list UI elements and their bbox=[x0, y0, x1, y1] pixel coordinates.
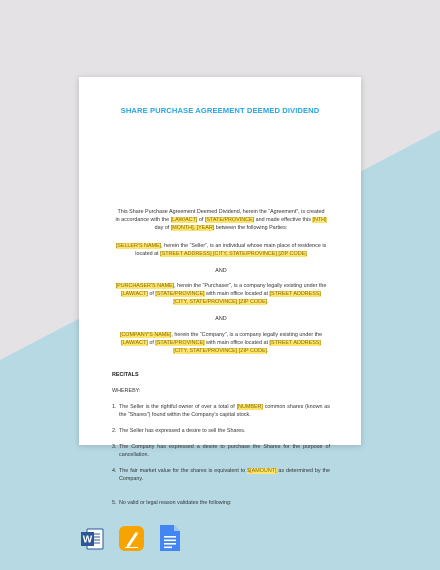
recital-item: 1. The Seller is the rightful owner of over a total of [NUMBER] common shares (known as the “Shares”) found within the Company’s capital stock. bbox=[112, 404, 330, 418]
and-separator-1: AND bbox=[215, 268, 227, 274]
document-page bbox=[79, 77, 361, 506]
placeholder-state[interactable]: [STATE/PROVINCE] bbox=[155, 339, 205, 346]
placeholder-law-act[interactable]: [LAW/ACT] bbox=[170, 216, 198, 223]
placeholder-company-address[interactable]: [STREET ADDRESS] [CITY, STATE/PROVINCE] [ZIP CODE] bbox=[173, 339, 321, 354]
recital-item: 5. No valid or legal reason validates the following: bbox=[112, 500, 232, 506]
whereby-label: WHEREBY: bbox=[112, 388, 141, 394]
placeholder-law-act[interactable]: [LAW/ACT] bbox=[121, 339, 148, 346]
word-icon-letter: W bbox=[82, 534, 93, 546]
placeholder-month-year[interactable]: [MONTH], [YEAR] bbox=[170, 224, 215, 231]
word-icon[interactable] bbox=[79, 526, 105, 557]
recital-item: 2. The Seller has expressed a desire to sell the Shares. bbox=[112, 428, 246, 434]
pages-icon[interactable] bbox=[118, 525, 145, 557]
placeholder-purchaser-address[interactable]: [STREET ADDRESS] [CITY, STATE/PROVINCE] [ZIP CODE] bbox=[173, 290, 321, 305]
document-title: SHARE PURCHASE AGREEMENT DEEMED DIVIDEND bbox=[120, 106, 320, 115]
placeholder-number[interactable]: [NUMBER] bbox=[236, 404, 263, 410]
placeholder-purchaser-name[interactable]: [PURCHASER'S NAME] bbox=[115, 283, 175, 289]
and-separator-2: AND bbox=[215, 316, 227, 322]
placeholder-company-name[interactable]: [COMPANY'S NAME] bbox=[119, 332, 172, 338]
purchaser-paragraph: [PURCHASER'S NAME], herein the “Purchaser”, is a company legally existing under the [LAW/ACT] of [STATE/PROVINCE] with main office located at [STREET ADDRESS] [CITY, STATE/PROVINCE] [ZIP CODE]. bbox=[115, 283, 327, 305]
placeholder-law-act[interactable]: [LAW/ACT] bbox=[121, 290, 148, 297]
placeholder-seller-name[interactable]: [SELLER'S NAME] bbox=[115, 243, 162, 249]
company-paragraph: [COMPANY'S NAME], herein the “Company”, is a company legally existing under the [LAW/ACT] of [STATE/PROVINCE] with main office located at [STREET ADDRESS] [CITY, STATE/PROVINCE] [ZIP CODE]. bbox=[119, 332, 323, 354]
placeholder-state[interactable]: [STATE/PROVINCE] bbox=[204, 216, 255, 223]
recital-item: 4. The fair market value for the shares is equivalent to $[AMOUNT] as determined by the Company. bbox=[112, 468, 330, 482]
seller-paragraph: [SELLER'S NAME], herein the “Seller”, is an individual whose main place of residence is located at [STREET ADDRESS] [CITY, STATE/PROVINCE] [ZIP CODE] bbox=[115, 243, 327, 257]
intro-paragraph: This Share Purchase Agreement Deemed Dividend, herein the “Agreement”, is created in accordance with the [LAW/ACT] of [STATE/PROVINCE] and made effective this [NTH] day of [MONTH], [YEAR] between the following Parties: bbox=[115, 209, 327, 231]
placeholder-nth[interactable]: [NTH] bbox=[312, 216, 327, 223]
recital-item: 3. The Company has expressed a desire to purchase the Shares for the purpose of cancellation. bbox=[112, 444, 330, 458]
placeholder-amount[interactable]: $[AMOUNT] bbox=[247, 468, 277, 474]
placeholder-seller-address[interactable]: [STREET ADDRESS] [CITY, STATE/PROVINCE] [ZIP CODE] bbox=[160, 250, 307, 257]
placeholder-state[interactable]: [STATE/PROVINCE] bbox=[155, 290, 205, 297]
google-docs-icon[interactable] bbox=[159, 524, 181, 557]
recitals-heading: RECITALS bbox=[112, 372, 139, 378]
